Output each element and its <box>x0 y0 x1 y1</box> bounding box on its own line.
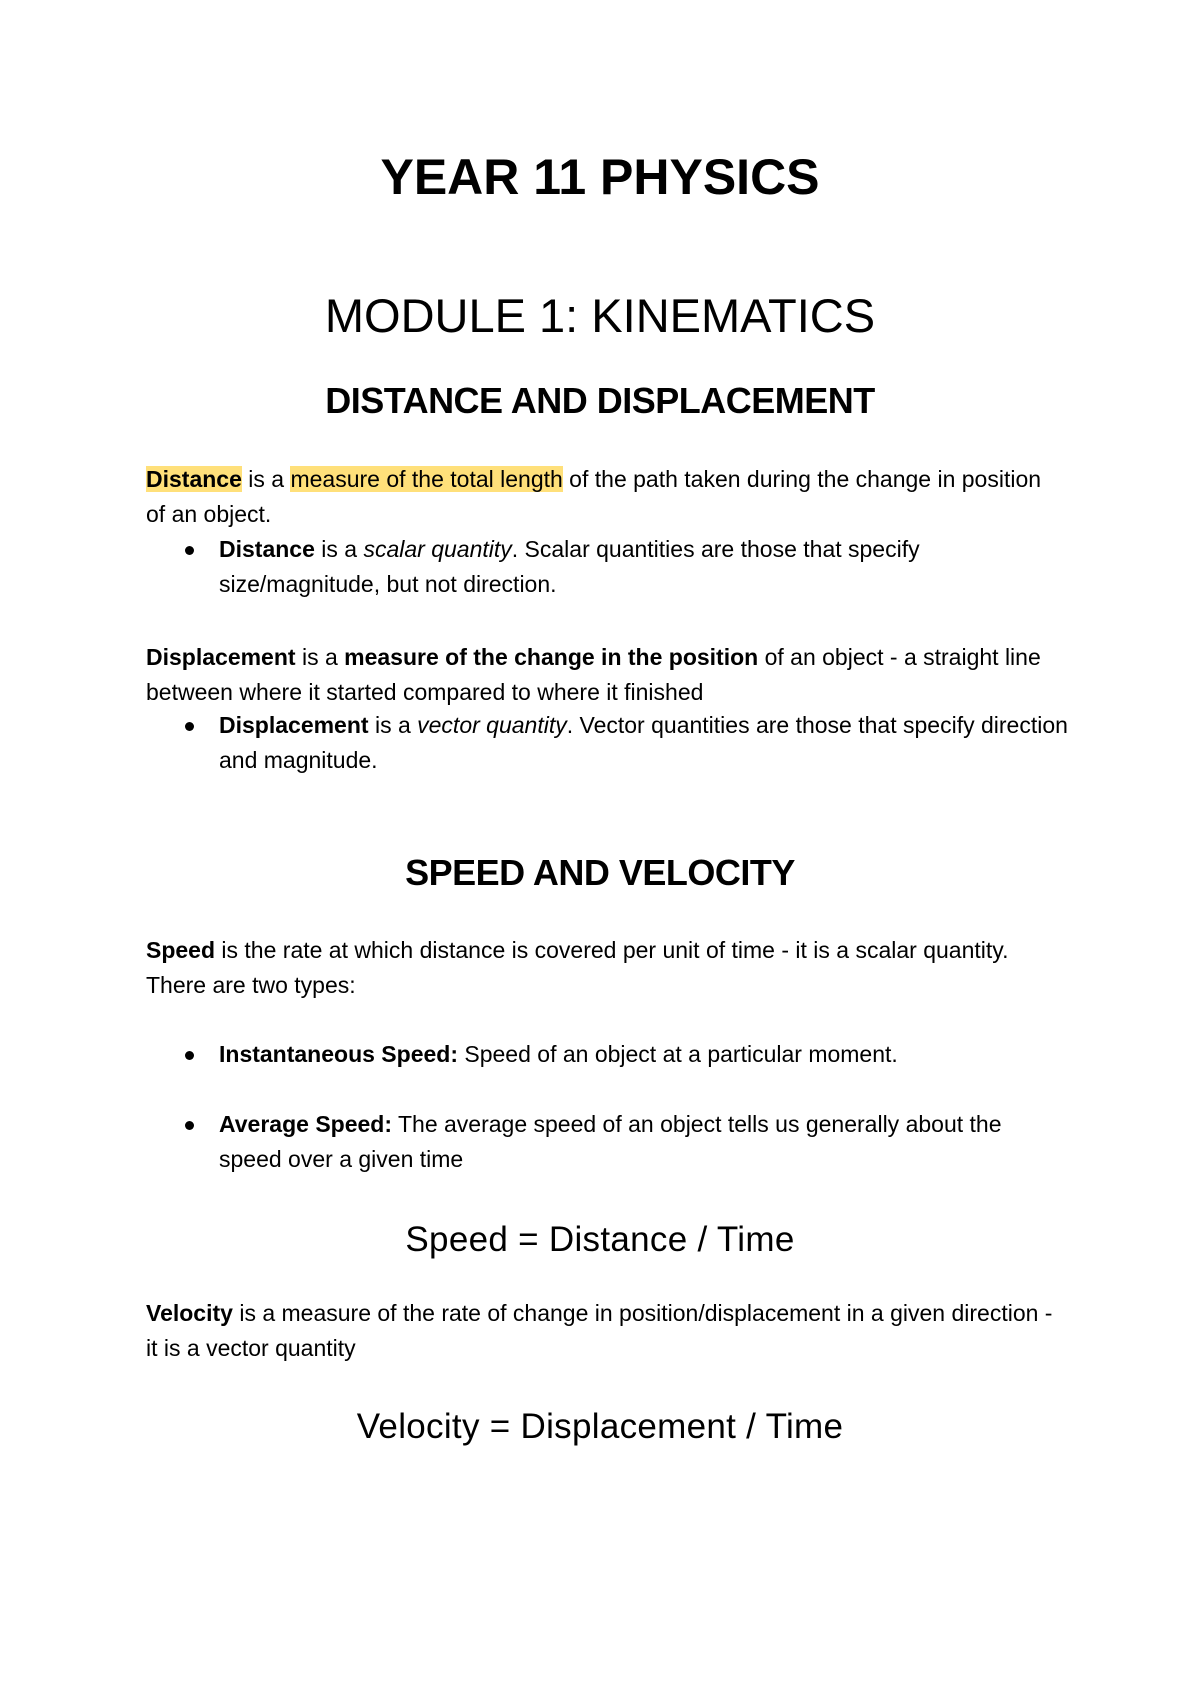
displacement-bold: measure of the change in the position <box>344 644 759 670</box>
speed-formula: Speed = Distance / Time <box>405 1220 795 1259</box>
speed-term: Speed <box>146 937 216 963</box>
displacement-text-1: is a <box>295 644 345 670</box>
velocity-text: is a measure of the rate of change in position/displacement in a given direction - it is a vector quantity <box>146 1300 1053 1361</box>
distance-text-2: of the path taken during the change in position of an object. <box>146 466 1042 527</box>
list-item-distance-scalar <box>219 532 1069 602</box>
section-heading-distance: DISTANCE AND DISPLACEMENT <box>325 380 875 421</box>
section-heading-speed: SPEED AND VELOCITY <box>405 852 795 893</box>
velocity-formula: Velocity = Displacement / Time <box>356 1407 844 1446</box>
speed-text: is the rate at which distance is covered per unit of time - it is a scalar quantity. There are two types: <box>146 937 1009 998</box>
distance-text-1: is a <box>241 466 291 492</box>
document-title: YEAR 11 PHYSICS <box>380 149 820 205</box>
list-item-displacement-vector <box>219 708 1069 778</box>
velocity-definition <box>146 1296 1066 1366</box>
bullet-text-2: . Vector quantities are those that specify direction and magnitude. <box>219 712 1068 773</box>
displacement-definition <box>146 640 1066 710</box>
bullet-text: Speed of an object at a particular moment. <box>457 1041 898 1067</box>
bullet-italic: vector quantity <box>417 712 567 738</box>
bullet-text-1: is a <box>368 712 418 738</box>
bullet-text: The average speed of an object tells us generally about the speed over a given time <box>219 1111 1002 1172</box>
bullet-term: Average Speed: <box>219 1111 392 1137</box>
bullet-term: Displacement <box>219 712 369 738</box>
distance-definition <box>146 462 1066 532</box>
displacement-term: Displacement <box>146 644 296 670</box>
bullet-icon <box>185 546 194 555</box>
bullet-icon <box>185 722 194 731</box>
displacement-text-2: of an object - a straight line between where it started compared to where it finished <box>146 644 1041 705</box>
bullet-italic: scalar quantity <box>363 536 512 562</box>
list-item-instantaneous-speed <box>219 1037 1069 1072</box>
velocity-term: Velocity <box>146 1300 233 1326</box>
speed-definition <box>146 933 1066 1003</box>
distance-term: Distance <box>146 466 242 492</box>
bullet-icon <box>185 1121 194 1130</box>
module-title: MODULE 1: KINEMATICS <box>324 289 876 342</box>
bullet-term: Instantaneous Speed: <box>219 1041 458 1067</box>
bullet-text-2: . Scalar quantities are those that specify size/magnitude, but not direction. <box>219 536 920 597</box>
bullet-term: Distance <box>219 536 315 562</box>
bullet-icon <box>185 1051 194 1060</box>
bullet-text-1: is a <box>314 536 364 562</box>
list-item-average-speed <box>219 1107 1069 1177</box>
distance-highlight: measure of the total length <box>290 466 563 492</box>
